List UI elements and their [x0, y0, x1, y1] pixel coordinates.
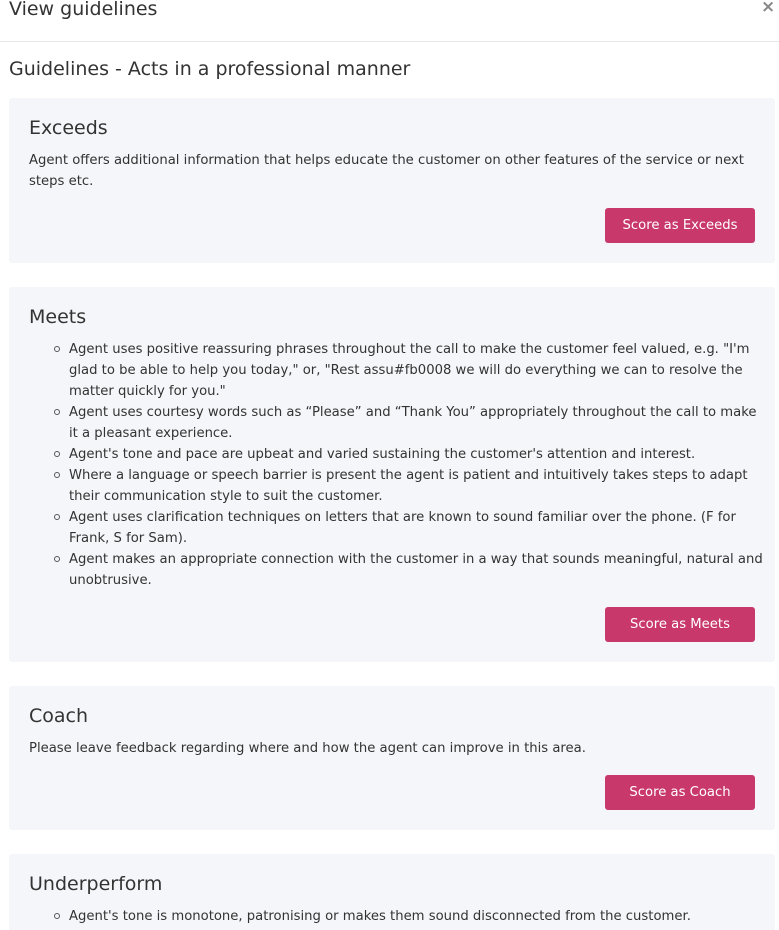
card-description-coach: Please leave feedback regarding where and how the agent can improve in this area.	[29, 741, 586, 756]
card-description-exceeds: Agent offers additional information that helps educate the customer on other features of the service or next steps etc.	[29, 153, 744, 189]
guideline-card-meets	[9, 287, 775, 662]
modal-header	[0, 0, 779, 42]
list-item: Agent uses clarification techniques on letters that are known to sound familiar over the phone. (F for Frank, S for Sam).	[69, 507, 769, 549]
list-item: Where a language or speech barrier is present the agent is patient and intuitively takes steps to adapt their communication style to suit the customer.	[69, 465, 769, 507]
card-title-underperform: Underperform	[29, 873, 163, 895]
guideline-card-coach	[9, 686, 775, 830]
close-icon[interactable]: ×	[761, 0, 776, 17]
guideline-card-exceeds	[9, 98, 775, 263]
list-item: Agent uses positive reassuring phrases throughout the call to make the customer feel valued, e.g. "I'm glad to be able to help you today," or, "Rest assu#fb0008 we will do everything we can to resolve the matter quickly for you."	[69, 339, 769, 402]
guideline-card-underperform	[9, 854, 775, 930]
list-item: Agent's tone is monotone, patronising or makes them sound disconnected from the customer.	[69, 906, 769, 927]
score-as-exceeds-button[interactable]: Score as Exceeds	[605, 208, 755, 243]
list-item: Agent uses courtesy words such as “Please” and “Thank You” appropriately throughout the call to make it a pleasant experience.	[69, 402, 769, 444]
score-as-meets-button[interactable]: Score as Meets	[605, 607, 755, 642]
card-title-meets: Meets	[29, 306, 87, 328]
underperform-criteria-list	[29, 906, 769, 927]
card-title-coach: Coach	[29, 705, 89, 727]
modal-title: View guidelines	[9, 0, 158, 20]
guidelines-heading: Guidelines - Acts in a professional manner	[9, 58, 411, 80]
meets-criteria-list	[29, 339, 769, 591]
score-as-coach-button[interactable]: Score as Coach	[605, 775, 755, 810]
list-item: Agent makes an appropriate connection with the customer in a way that sounds meaningful, natural and unobtrusive.	[69, 549, 769, 591]
card-title-exceeds: Exceeds	[29, 117, 108, 139]
list-item: Agent's tone and pace are upbeat and varied sustaining the customer's attention and interest.	[69, 444, 769, 465]
